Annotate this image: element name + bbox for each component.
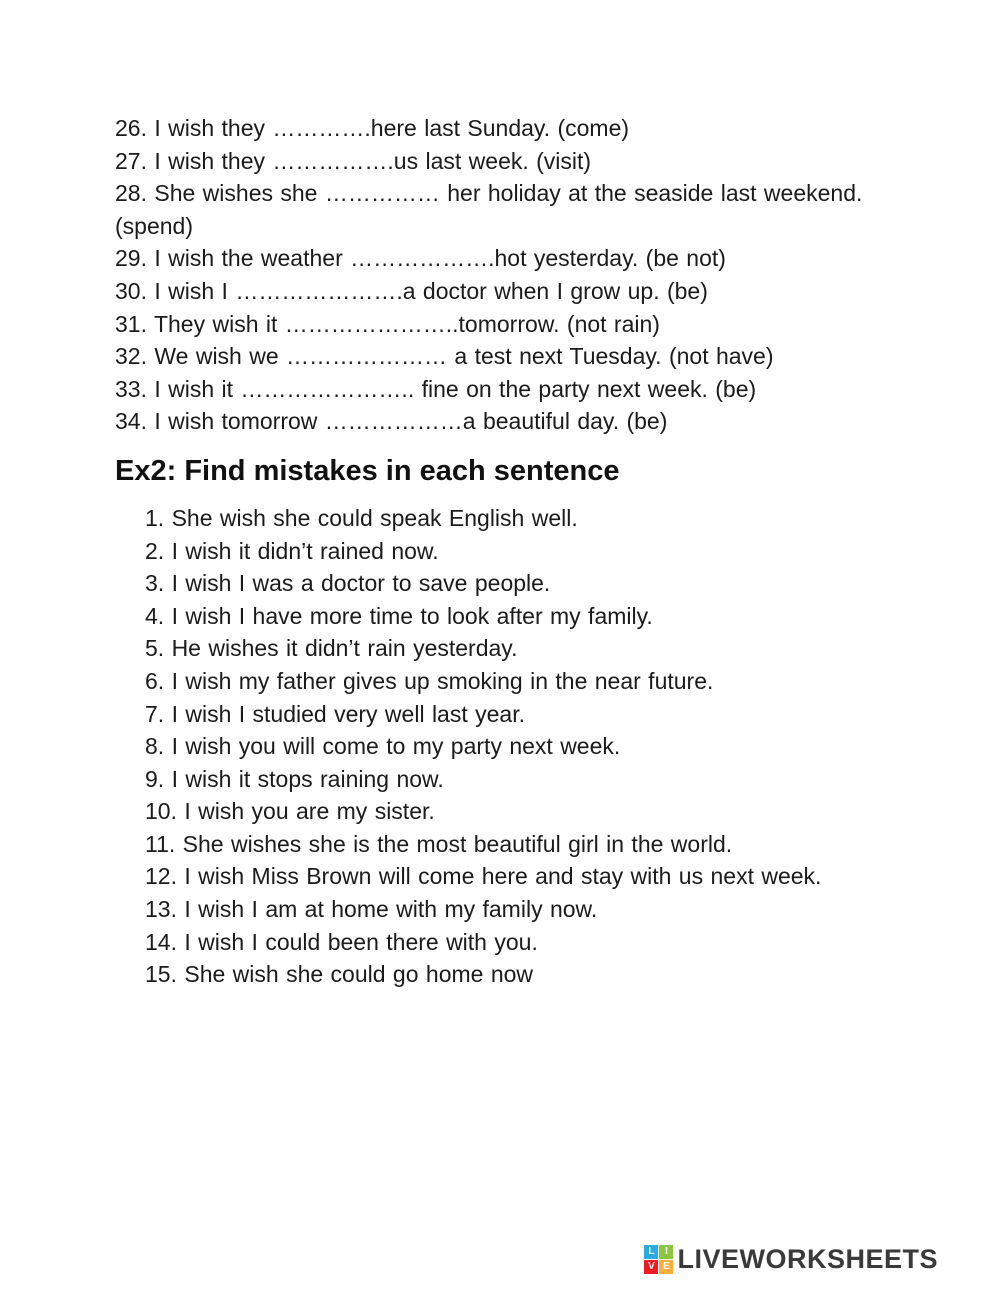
exercise-item: 1. She wish she could speak English well. bbox=[145, 504, 578, 531]
logo-square-e: E bbox=[659, 1260, 673, 1274]
exercise-item: 34. I wish tomorrow ………………a beautiful day. (be) bbox=[115, 408, 668, 435]
exercise-item: 11. She wishes she is the most beautiful girl in the world. bbox=[145, 830, 733, 857]
exercise-item: 13. I wish I am at home with my family now. bbox=[145, 896, 598, 923]
exercise-item: 26. I wish they ………….here last Sunday. (come) bbox=[115, 115, 630, 141]
logo-square-v: V bbox=[644, 1260, 658, 1274]
exercise-2-heading: Ex2: Find mistakes in each sentence bbox=[115, 454, 620, 487]
exercise-1-list bbox=[115, 112, 863, 438]
exercise-item: 27. I wish they …………….us last week. (visit) bbox=[115, 147, 592, 174]
exercise-item: 29. I wish the weather ……………….hot yesterday. (be not) bbox=[115, 245, 726, 272]
exercise-item: 33. I wish it ………………….. fine on the party next week. (be) bbox=[115, 375, 757, 402]
exercise-item: 32. We wish we ………………… a test next Tuesday. (not have) bbox=[115, 343, 774, 370]
liveworksheets-watermark bbox=[644, 1244, 938, 1275]
logo-square-l: L bbox=[644, 1245, 658, 1259]
exercise-item: 14. I wish I could been there with you. bbox=[145, 928, 538, 955]
exercise-item: 31. They wish it …………………..tomorrow. (not rain) bbox=[115, 310, 660, 337]
exercise-item: 10. I wish you are my sister. bbox=[145, 798, 435, 825]
exercise-item: 4. I wish I have more time to look after my family. bbox=[145, 602, 653, 629]
exercise-item: 8. I wish you will come to my party next week. bbox=[145, 733, 621, 760]
liveworksheets-brand-text: LIVEWORKSHEETS bbox=[677, 1244, 938, 1274]
exercise-item: 2. I wish it didn’t rained now. bbox=[145, 537, 439, 564]
exercise-item: 15. She wish she could go home now bbox=[145, 961, 534, 988]
worksheet-page bbox=[115, 112, 863, 991]
exercise-item: 12. I wish Miss Brown will come here and stay with us next week. bbox=[145, 863, 822, 890]
exercise-item: 5. He wishes it didn’t rain yesterday. bbox=[145, 635, 518, 662]
exercise-item: 7. I wish I studied very well last year. bbox=[145, 700, 525, 727]
logo-square-i: I bbox=[659, 1245, 673, 1259]
exercise-item: 3. I wish I was a doctor to save people. bbox=[145, 570, 551, 597]
exercise-item: 6. I wish my father gives up smoking in the near future. bbox=[145, 667, 714, 694]
exercise-item: 9. I wish it stops raining now. bbox=[145, 765, 444, 792]
exercise-2-list bbox=[145, 502, 855, 991]
liveworksheets-logo-icon bbox=[644, 1245, 673, 1274]
exercise-item: 28. She wishes she …………… her holiday at the seaside last weekend. (spend) bbox=[115, 180, 863, 239]
exercise-item: 30. I wish I ………………….a doctor when I grow up. (be) bbox=[115, 277, 708, 304]
